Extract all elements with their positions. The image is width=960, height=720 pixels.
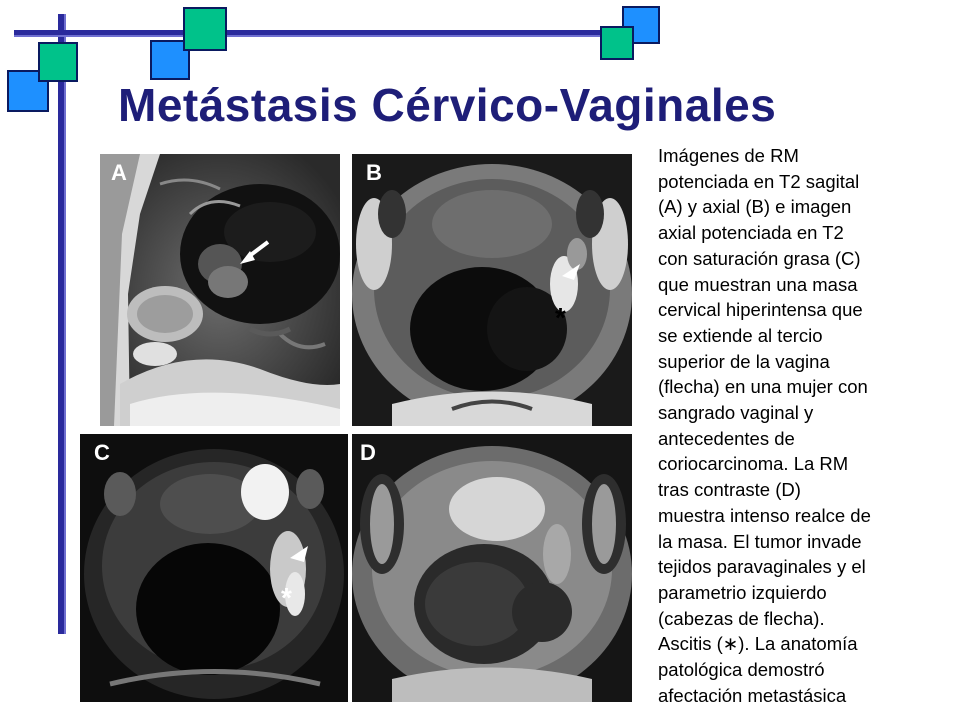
caption-line: coriocarcinoma. La RM — [658, 453, 849, 475]
caption-line: con saturación grasa (C) — [658, 247, 861, 269]
caption-line: Imágenes de RM — [658, 145, 799, 166]
panel-label-c: C — [94, 440, 110, 465]
asterisk-b: * — [555, 302, 566, 333]
mri-panel-a — [100, 154, 340, 426]
caption-line: potenciada en T2 sagital — [658, 170, 860, 192]
caption-line: muestra intenso realce de — [658, 504, 871, 526]
mri-image-a — [100, 154, 340, 426]
square-green-right — [600, 26, 634, 60]
figure-caption — [658, 143, 948, 708]
mri-image-c — [80, 434, 348, 702]
caption-line: tejidos paravaginales y el — [658, 556, 866, 578]
caption-line: superior de la vagina — [658, 350, 830, 372]
panel-label-d: D — [360, 440, 376, 465]
caption-line: sangrado vaginal y — [658, 402, 814, 424]
caption-line: que muestran una masa — [658, 273, 858, 295]
caption-line: (flecha) en una mujer con — [658, 376, 868, 398]
caption-line: (cabezas de flecha). — [658, 607, 825, 629]
caption-line: Ascitis (∗). La anatomía — [658, 633, 858, 655]
frame-line-vertical — [58, 14, 66, 634]
square-green-mid — [183, 7, 227, 51]
mri-panel-c — [80, 434, 348, 702]
caption-line: tras contraste (D) — [658, 479, 801, 501]
slide-title: Metástasis Cérvico-Vaginales — [118, 79, 777, 131]
mri-image-d — [352, 434, 632, 702]
panel-label-a: A — [111, 160, 127, 185]
mri-panel-b — [352, 154, 632, 426]
square-green-left — [38, 42, 78, 82]
caption-line: cervical hiperintensa que — [658, 299, 863, 321]
mri-panel-d — [352, 434, 632, 702]
caption-line: se extiende al tercio — [658, 324, 823, 346]
mri-image-b — [352, 154, 632, 426]
caption-line: antecedentes de — [658, 427, 795, 449]
frame-line-horizontal — [14, 30, 650, 37]
caption-line: (A) y axial (B) e imagen — [658, 196, 852, 218]
caption-line: afectación metastásica — [658, 684, 847, 706]
panel-label-b: B — [366, 160, 382, 185]
asterisk-c: * — [281, 582, 292, 613]
caption-line: la masa. El tumor invade — [658, 530, 862, 552]
caption-line: patológica demostró — [658, 659, 825, 681]
caption-line: parametrio izquierdo — [658, 581, 827, 603]
caption-line: axial potenciada en T2 — [658, 222, 844, 244]
